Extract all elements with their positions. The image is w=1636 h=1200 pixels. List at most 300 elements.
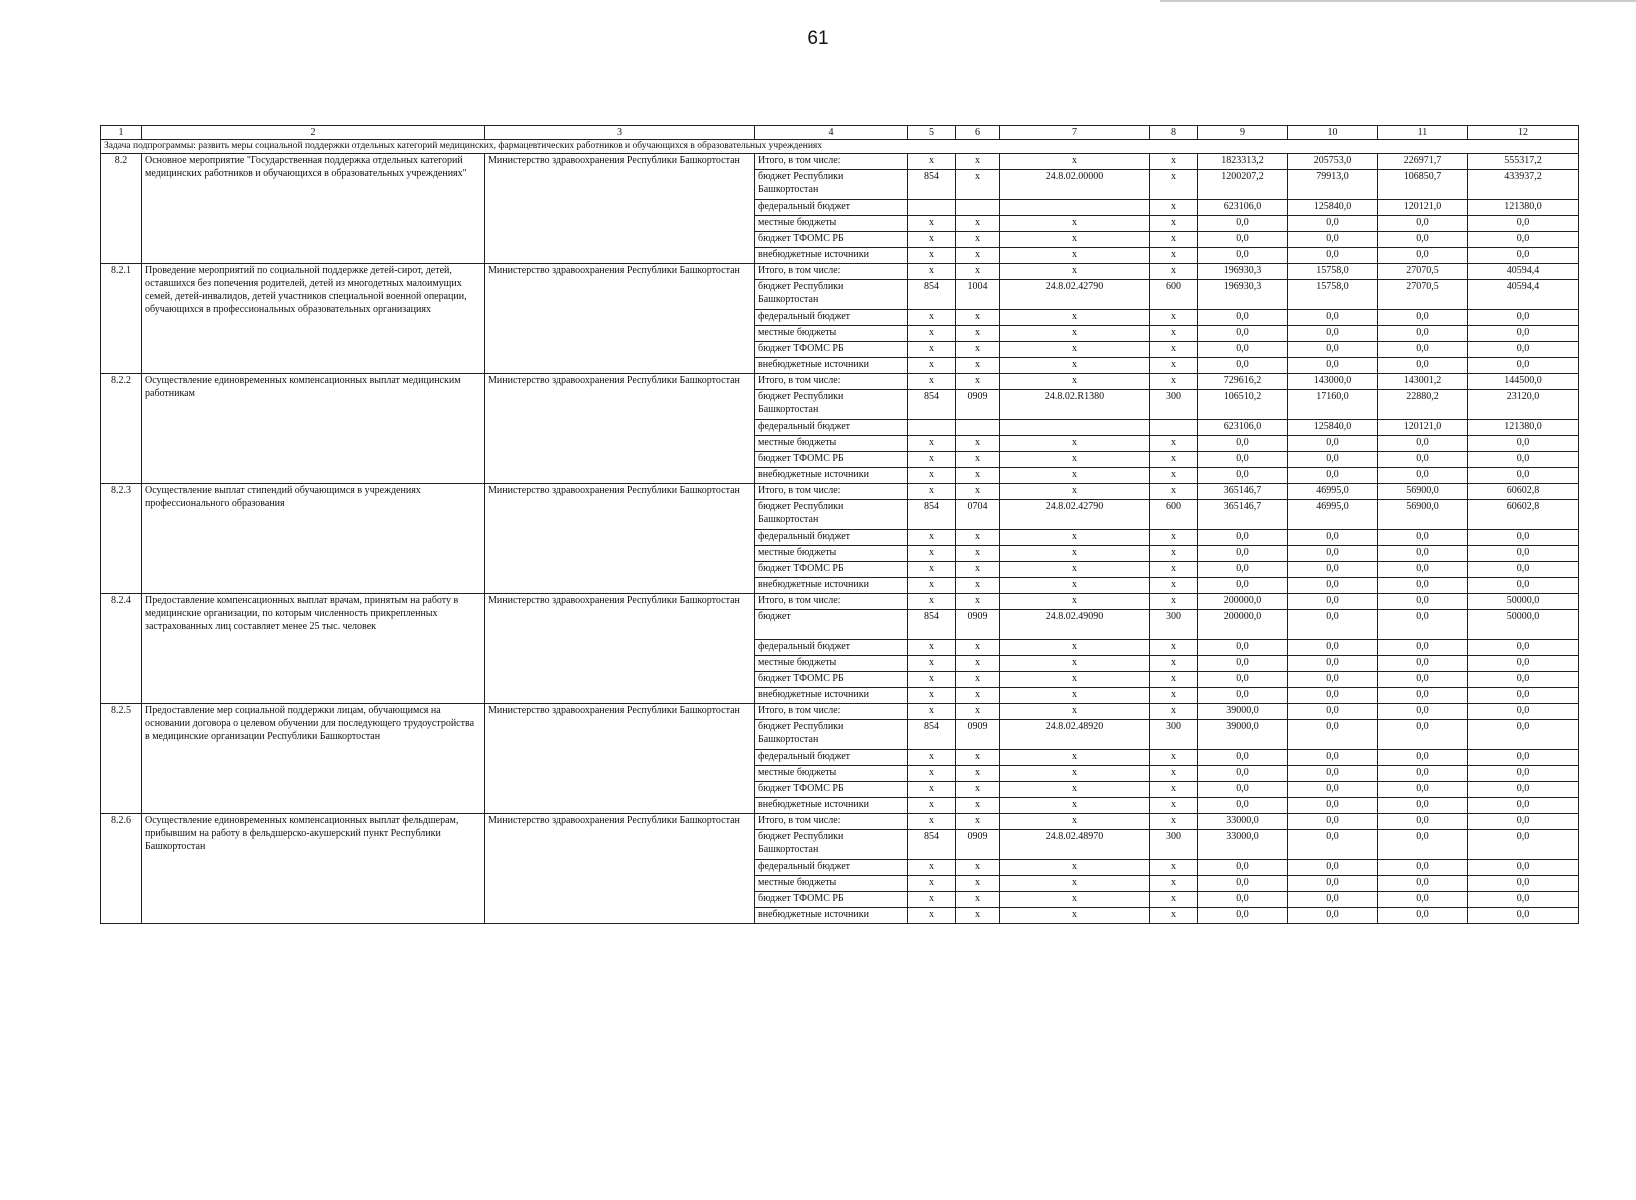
value-cell: 0,0	[1288, 640, 1378, 656]
value-cell: 0,0	[1378, 798, 1468, 814]
value-cell: x	[1150, 750, 1198, 766]
value-cell: 0,0	[1468, 452, 1579, 468]
value-cell: x	[908, 688, 956, 704]
value-cell: 0,0	[1198, 688, 1288, 704]
value-cell: x	[1150, 342, 1198, 358]
value-cell: 0,0	[1198, 232, 1288, 248]
value-cell: x	[1150, 578, 1198, 594]
value-cell: x	[1150, 374, 1198, 390]
value-cell: 27070,5	[1378, 264, 1468, 280]
value-cell: 0,0	[1198, 766, 1288, 782]
value-cell: 854	[908, 720, 956, 750]
value-cell: x	[956, 594, 1000, 610]
value-cell: x	[1000, 798, 1150, 814]
value-cell: 0,0	[1288, 310, 1378, 326]
value-cell: 555317,2	[1468, 154, 1579, 170]
value-cell: 0,0	[1468, 248, 1579, 264]
value-cell: 205753,0	[1288, 154, 1378, 170]
value-cell: 15758,0	[1288, 264, 1378, 280]
value-cell: 17160,0	[1288, 390, 1378, 420]
value-cell: 0,0	[1378, 672, 1468, 688]
funding-source-label: Итого, в том числе:	[755, 484, 908, 500]
header-cell: 8	[1150, 126, 1198, 140]
value-cell: 0,0	[1378, 562, 1468, 578]
value-cell: 0,0	[1468, 562, 1579, 578]
value-cell: x	[956, 704, 1000, 720]
value-cell: 854	[908, 500, 956, 530]
funding-source-label: Итого, в том числе:	[755, 264, 908, 280]
value-cell: 0,0	[1288, 326, 1378, 342]
value-cell: x	[956, 892, 1000, 908]
funding-source-label: Итого, в том числе:	[755, 154, 908, 170]
value-cell: 0,0	[1198, 908, 1288, 924]
value-cell: 46995,0	[1288, 500, 1378, 530]
value-cell: x	[1150, 468, 1198, 484]
value-cell: 0,0	[1468, 860, 1579, 876]
value-cell: x	[908, 436, 956, 452]
value-cell: x	[1150, 310, 1198, 326]
value-cell: 0,0	[1288, 876, 1378, 892]
value-cell: x	[956, 798, 1000, 814]
value-cell: 0,0	[1468, 814, 1579, 830]
value-cell: x	[956, 154, 1000, 170]
header-cell: 10	[1288, 126, 1378, 140]
value-cell: x	[956, 908, 1000, 924]
value-cell: x	[956, 530, 1000, 546]
value-cell: 0,0	[1378, 656, 1468, 672]
funding-source-label: бюджет Республики Башкортостан	[755, 500, 908, 530]
funding-source-label: бюджет ТФОМС РБ	[755, 562, 908, 578]
value-cell: x	[1150, 200, 1198, 216]
scan-edge-line	[1160, 0, 1636, 2]
value-cell: 0,0	[1468, 530, 1579, 546]
value-cell: x	[956, 248, 1000, 264]
value-cell: x	[956, 374, 1000, 390]
value-cell	[908, 420, 956, 436]
funding-source-label: федеральный бюджет	[755, 310, 908, 326]
value-cell: 0,0	[1288, 750, 1378, 766]
funding-source-label: бюджет	[755, 610, 908, 640]
value-cell: 200000,0	[1198, 610, 1288, 640]
value-cell: x	[908, 530, 956, 546]
value-cell: x	[1000, 892, 1150, 908]
value-cell: 50000,0	[1468, 610, 1579, 640]
value-cell: x	[1150, 594, 1198, 610]
value-cell: x	[1000, 216, 1150, 232]
value-cell: 0,0	[1378, 248, 1468, 264]
value-cell: 0,0	[1378, 876, 1468, 892]
value-cell: x	[1000, 876, 1150, 892]
value-cell: 0,0	[1468, 830, 1579, 860]
value-cell: 0,0	[1288, 656, 1378, 672]
value-cell: x	[1000, 672, 1150, 688]
value-cell: x	[1150, 484, 1198, 500]
value-cell: 1200207,2	[1198, 170, 1288, 200]
value-cell: 0,0	[1288, 704, 1378, 720]
value-cell: x	[1150, 530, 1198, 546]
value-cell: 0,0	[1288, 908, 1378, 924]
value-cell: x	[1000, 656, 1150, 672]
value-cell: x	[956, 216, 1000, 232]
funding-source-label: местные бюджеты	[755, 546, 908, 562]
value-cell: x	[908, 876, 956, 892]
value-cell: 0,0	[1288, 436, 1378, 452]
value-cell: x	[908, 672, 956, 688]
value-cell: x	[908, 248, 956, 264]
value-cell: 300	[1150, 390, 1198, 420]
value-cell: 60602,8	[1468, 484, 1579, 500]
task-text: Задача подпрограммы: развить меры социальной поддержки отдельных категорий медицинских, фармацевтических работников и обучающихся в образовательных учреждениях	[101, 140, 1579, 154]
funding-source-label: внебюджетные источники	[755, 468, 908, 484]
value-cell: 121380,0	[1468, 420, 1579, 436]
event-name: Предоставление мер социальной поддержки лицам, обучающимся на основании договора о целевом обучении для последующего трудоустройства в медицинские организации Республики Башкортостан	[142, 704, 485, 814]
value-cell: x	[1000, 860, 1150, 876]
value-cell: 0,0	[1288, 578, 1378, 594]
value-cell: x	[1150, 892, 1198, 908]
value-cell: x	[1150, 546, 1198, 562]
value-cell: x	[908, 892, 956, 908]
value-cell: 0909	[956, 720, 1000, 750]
value-cell: x	[908, 342, 956, 358]
value-cell: 27070,5	[1378, 280, 1468, 310]
value-cell: x	[908, 860, 956, 876]
value-cell: x	[1150, 876, 1198, 892]
value-cell: 0,0	[1288, 860, 1378, 876]
value-cell: x	[908, 264, 956, 280]
value-cell: x	[1000, 484, 1150, 500]
value-cell: 854	[908, 280, 956, 310]
funding-source-label: бюджет ТФОМС РБ	[755, 782, 908, 798]
value-cell: x	[956, 876, 1000, 892]
funding-source-label: местные бюджеты	[755, 436, 908, 452]
value-cell: 0909	[956, 830, 1000, 860]
header-cell: 12	[1468, 126, 1579, 140]
value-cell: 196930,3	[1198, 264, 1288, 280]
value-cell: x	[1000, 562, 1150, 578]
value-cell: 0,0	[1198, 860, 1288, 876]
value-cell: 0,0	[1378, 610, 1468, 640]
value-cell: x	[956, 232, 1000, 248]
responsible-executor: Министерство здравоохранения Республики Башкортостан	[485, 594, 755, 704]
value-cell: x	[908, 640, 956, 656]
value-cell: 0,0	[1468, 358, 1579, 374]
funding-source-label: бюджет ТФОМС РБ	[755, 232, 908, 248]
responsible-executor: Министерство здравоохранения Республики Башкортостан	[485, 484, 755, 594]
value-cell: x	[956, 546, 1000, 562]
value-cell: 0,0	[1378, 232, 1468, 248]
value-cell: 0,0	[1288, 688, 1378, 704]
value-cell: x	[956, 358, 1000, 374]
value-cell: 0,0	[1468, 798, 1579, 814]
table-row	[101, 484, 1579, 500]
value-cell: 0,0	[1378, 766, 1468, 782]
value-cell: x	[1000, 704, 1150, 720]
value-cell: 33000,0	[1198, 830, 1288, 860]
value-cell: 0,0	[1198, 656, 1288, 672]
row-code: 8.2.1	[101, 264, 142, 374]
value-cell: x	[1000, 326, 1150, 342]
value-cell: 24.8.02.R1380	[1000, 390, 1150, 420]
value-cell: 23120,0	[1468, 390, 1579, 420]
value-cell: x	[1150, 232, 1198, 248]
funding-source-label: местные бюджеты	[755, 216, 908, 232]
value-cell: 0,0	[1378, 750, 1468, 766]
value-cell: 0,0	[1198, 798, 1288, 814]
value-cell: 0,0	[1288, 672, 1378, 688]
funding-source-label: внебюджетные источники	[755, 248, 908, 264]
value-cell: x	[956, 170, 1000, 200]
value-cell: x	[1000, 814, 1150, 830]
value-cell: x	[1150, 452, 1198, 468]
value-cell: x	[908, 782, 956, 798]
value-cell: x	[1150, 908, 1198, 924]
value-cell: 0,0	[1288, 814, 1378, 830]
value-cell: 0,0	[1378, 814, 1468, 830]
value-cell: x	[1150, 248, 1198, 264]
event-name: Осуществление единовременных компенсационных выплат медицинским работникам	[142, 374, 485, 484]
value-cell: 40594,4	[1468, 264, 1579, 280]
value-cell: x	[1150, 216, 1198, 232]
value-cell: x	[956, 860, 1000, 876]
funding-source-label: внебюджетные источники	[755, 358, 908, 374]
value-cell: 0,0	[1468, 908, 1579, 924]
value-cell: 144500,0	[1468, 374, 1579, 390]
value-cell: 0,0	[1198, 326, 1288, 342]
value-cell: 0,0	[1468, 688, 1579, 704]
value-cell: 0,0	[1468, 782, 1579, 798]
value-cell: 854	[908, 170, 956, 200]
value-cell: 0,0	[1288, 358, 1378, 374]
value-cell: x	[1000, 782, 1150, 798]
value-cell: 0,0	[1198, 216, 1288, 232]
header-cell: 11	[1378, 126, 1468, 140]
value-cell: 0,0	[1468, 640, 1579, 656]
value-cell: x	[908, 374, 956, 390]
value-cell: x	[956, 468, 1000, 484]
funding-source-label: бюджет ТФОМС РБ	[755, 672, 908, 688]
value-cell: 0,0	[1468, 704, 1579, 720]
value-cell: x	[1000, 248, 1150, 264]
value-cell: 0,0	[1198, 342, 1288, 358]
value-cell: x	[1000, 530, 1150, 546]
table-row	[101, 264, 1579, 280]
value-cell: 0,0	[1378, 326, 1468, 342]
funding-source-label: федеральный бюджет	[755, 640, 908, 656]
value-cell: x	[956, 342, 1000, 358]
value-cell: 0,0	[1378, 358, 1468, 374]
value-cell: 600	[1150, 500, 1198, 530]
value-cell: x	[1150, 436, 1198, 452]
responsible-executor: Министерство здравоохранения Республики Башкортостан	[485, 374, 755, 484]
value-cell: x	[1000, 766, 1150, 782]
responsible-executor: Министерство здравоохранения Республики Башкортостан	[485, 154, 755, 264]
value-cell: x	[908, 766, 956, 782]
value-cell: x	[908, 656, 956, 672]
value-cell: 0,0	[1198, 546, 1288, 562]
value-cell: x	[956, 782, 1000, 798]
value-cell: x	[1000, 358, 1150, 374]
value-cell: x	[1000, 310, 1150, 326]
value-cell: 50000,0	[1468, 594, 1579, 610]
row-code: 8.2.3	[101, 484, 142, 594]
value-cell: 0,0	[1378, 720, 1468, 750]
value-cell: x	[908, 594, 956, 610]
value-cell: x	[1150, 358, 1198, 374]
value-cell: x	[1000, 578, 1150, 594]
table-row	[101, 704, 1579, 720]
value-cell: 854	[908, 390, 956, 420]
value-cell: 0,0	[1288, 830, 1378, 860]
value-cell: x	[1000, 594, 1150, 610]
value-cell: x	[1150, 688, 1198, 704]
value-cell: x	[908, 216, 956, 232]
value-cell: 0,0	[1288, 892, 1378, 908]
value-cell: 623106,0	[1198, 200, 1288, 216]
value-cell: 0,0	[1198, 248, 1288, 264]
value-cell: 0,0	[1378, 216, 1468, 232]
header-cell: 4	[755, 126, 908, 140]
value-cell: 0,0	[1198, 672, 1288, 688]
value-cell: x	[956, 750, 1000, 766]
value-cell: 433937,2	[1468, 170, 1579, 200]
value-cell: x	[908, 546, 956, 562]
value-cell: 623106,0	[1198, 420, 1288, 436]
event-name: Предоставление компенсационных выплат врачам, принятым на работу в медицинские организации, по которым численность прикрепленных застрахованных лиц составляет менее 25 тыс. человек	[142, 594, 485, 704]
value-cell: 0,0	[1198, 562, 1288, 578]
value-cell: 0,0	[1198, 530, 1288, 546]
value-cell: 106510,2	[1198, 390, 1288, 420]
value-cell: x	[908, 814, 956, 830]
value-cell: 0,0	[1468, 342, 1579, 358]
value-cell: 0,0	[1198, 310, 1288, 326]
value-cell: x	[1000, 154, 1150, 170]
value-cell: 0,0	[1468, 216, 1579, 232]
value-cell: 0,0	[1468, 310, 1579, 326]
value-cell: 226971,7	[1378, 154, 1468, 170]
value-cell: 0,0	[1378, 530, 1468, 546]
value-cell: x	[1150, 782, 1198, 798]
value-cell: x	[956, 452, 1000, 468]
funding-source-label: внебюджетные источники	[755, 798, 908, 814]
header-cell: 6	[956, 126, 1000, 140]
funding-source-label: внебюджетные источники	[755, 578, 908, 594]
value-cell: x	[956, 814, 1000, 830]
value-cell	[908, 200, 956, 216]
value-cell: 0,0	[1198, 892, 1288, 908]
value-cell: 0,0	[1288, 720, 1378, 750]
value-cell: 0,0	[1288, 248, 1378, 264]
value-cell: x	[908, 578, 956, 594]
funding-source-label: федеральный бюджет	[755, 420, 908, 436]
funding-source-label: бюджет Республики Башкортостан	[755, 390, 908, 420]
value-cell: 0,0	[1288, 594, 1378, 610]
value-cell: 24.8.02.42790	[1000, 280, 1150, 310]
value-cell: x	[1000, 342, 1150, 358]
value-cell: 125840,0	[1288, 420, 1378, 436]
value-cell: 0,0	[1378, 860, 1468, 876]
responsible-executor: Министерство здравоохранения Республики Башкортостан	[485, 814, 755, 924]
value-cell: x	[956, 562, 1000, 578]
value-cell: 39000,0	[1198, 704, 1288, 720]
value-cell: 24.8.02.48970	[1000, 830, 1150, 860]
value-cell: 0,0	[1288, 798, 1378, 814]
event-name: Проведение мероприятий по социальной поддержке детей-сирот, детей, оставшихся без попечения родителей, детей из многодетных малоимущих семей, детей-инвалидов, детей участников специальной военной операции, обучающихся в профессиональных образовательных организациях	[142, 264, 485, 374]
value-cell	[956, 420, 1000, 436]
value-cell: 0909	[956, 390, 1000, 420]
value-cell: x	[1000, 908, 1150, 924]
value-cell: 0,0	[1378, 594, 1468, 610]
funding-source-label: федеральный бюджет	[755, 530, 908, 546]
value-cell: 0,0	[1198, 876, 1288, 892]
value-cell: x	[908, 704, 956, 720]
value-cell: x	[956, 484, 1000, 500]
value-cell: 46995,0	[1288, 484, 1378, 500]
value-cell: 0,0	[1378, 908, 1468, 924]
value-cell: x	[1150, 798, 1198, 814]
row-code: 8.2	[101, 154, 142, 264]
value-cell: 0,0	[1468, 436, 1579, 452]
value-cell: 0,0	[1468, 232, 1579, 248]
value-cell: 0,0	[1468, 720, 1579, 750]
value-cell: 143001,2	[1378, 374, 1468, 390]
value-cell: 0,0	[1468, 656, 1579, 672]
value-cell: x	[1150, 672, 1198, 688]
value-cell: x	[956, 264, 1000, 280]
value-cell: x	[908, 468, 956, 484]
header-cell: 1	[101, 126, 142, 140]
value-cell: 196930,3	[1198, 280, 1288, 310]
value-cell: 121380,0	[1468, 200, 1579, 216]
value-cell: x	[908, 310, 956, 326]
funding-source-label: бюджет Республики Башкортостан	[755, 170, 908, 200]
value-cell: 0,0	[1378, 830, 1468, 860]
value-cell	[1000, 420, 1150, 436]
funding-source-label: бюджет ТФОМС РБ	[755, 342, 908, 358]
value-cell: 0,0	[1288, 232, 1378, 248]
value-cell: 0,0	[1198, 468, 1288, 484]
value-cell: 0,0	[1468, 876, 1579, 892]
value-cell: 0,0	[1198, 436, 1288, 452]
value-cell: 0,0	[1198, 452, 1288, 468]
value-cell: x	[956, 640, 1000, 656]
funding-source-label: внебюджетные источники	[755, 688, 908, 704]
value-cell: 0,0	[1288, 530, 1378, 546]
funding-source-label: местные бюджеты	[755, 326, 908, 342]
value-cell: 22880,2	[1378, 390, 1468, 420]
value-cell	[1150, 420, 1198, 436]
funding-source-label: Итого, в том числе:	[755, 704, 908, 720]
funding-source-label: федеральный бюджет	[755, 200, 908, 216]
value-cell: 0,0	[1468, 766, 1579, 782]
value-cell: 120121,0	[1378, 420, 1468, 436]
value-cell: 0,0	[1288, 342, 1378, 358]
value-cell: 0,0	[1378, 688, 1468, 704]
value-cell: 0,0	[1288, 610, 1378, 640]
funding-source-label: бюджет ТФОМС РБ	[755, 452, 908, 468]
value-cell: 1823313,2	[1198, 154, 1288, 170]
value-cell: 0,0	[1288, 766, 1378, 782]
value-cell: x	[908, 750, 956, 766]
table-row	[101, 374, 1579, 390]
value-cell: 24.8.02.48920	[1000, 720, 1150, 750]
value-cell	[956, 200, 1000, 216]
value-cell: x	[1000, 750, 1150, 766]
responsible-executor: Министерство здравоохранения Республики Башкортостан	[485, 264, 755, 374]
value-cell: x	[956, 310, 1000, 326]
value-cell: 24.8.02.00000	[1000, 170, 1150, 200]
event-name: Осуществление единовременных компенсационных выплат фельдшерам, прибывшим на работу в фельдшерско-акушерский пункт Республики Башкортостан	[142, 814, 485, 924]
value-cell: x	[1000, 688, 1150, 704]
